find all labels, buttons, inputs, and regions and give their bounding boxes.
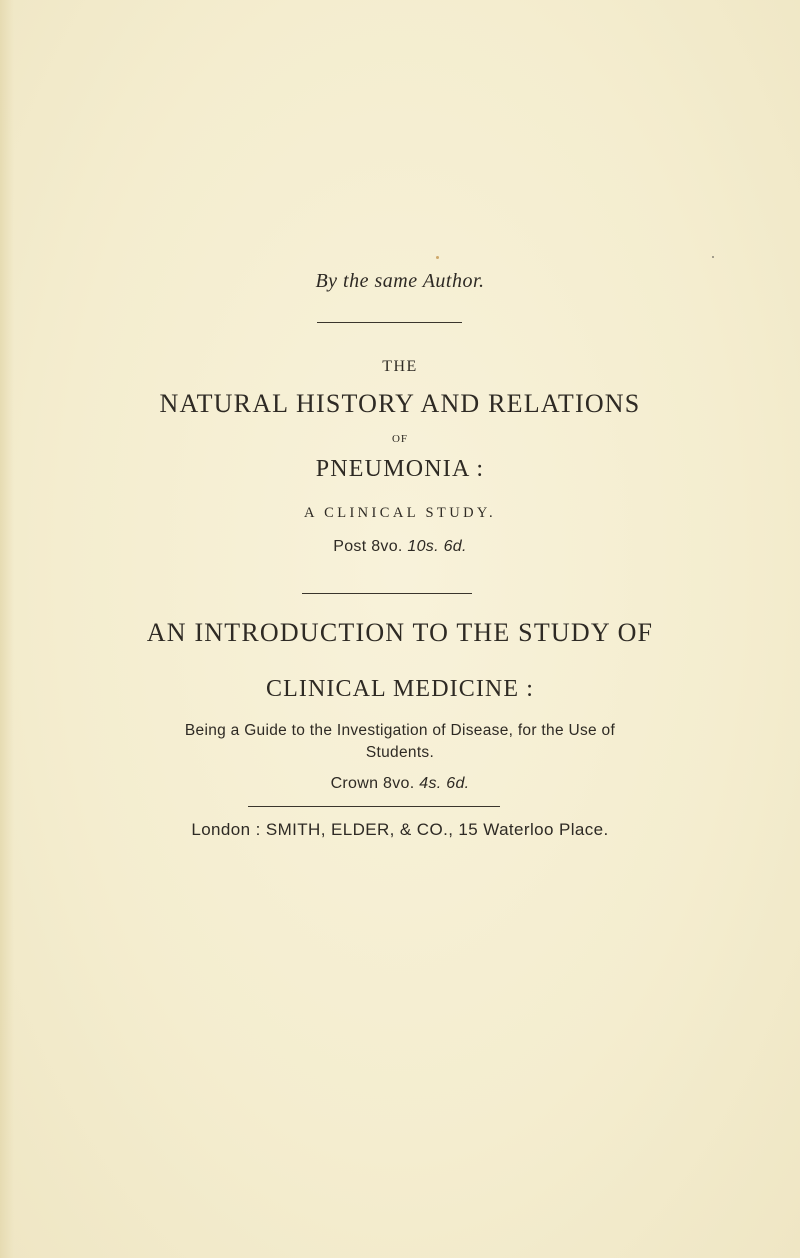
book1-price-line [0,538,800,556]
book1-price-pence: 6d. [443,538,467,555]
divider-rule [248,806,500,807]
book1-format: Post 8vo. [333,538,403,555]
book2-price-pence: 6d. [446,775,470,792]
book2-price-shillings: 4s. [419,775,442,792]
book1-subject: PNEUMONIA : [315,456,485,482]
publisher-imprint: London : SMITH, ELDER, & CO., 15 Waterloo Place. [191,820,609,839]
book2-title-line2: CLINICAL MEDICINE : [266,676,534,702]
paper-speck [436,256,439,259]
book1-title: NATURAL HISTORY AND RELATIONS [159,389,641,418]
book1-pre-title: THE [382,358,418,375]
book2-format: Crown 8vo. [330,775,415,792]
book1-of: OF [391,433,409,445]
divider-rule [302,593,472,594]
book2-price-line [0,775,800,793]
divider-rule [317,322,462,323]
byline: By the same Author. [315,270,485,292]
book1-subtitle: A CLINICAL STUDY. [304,505,496,521]
paper-speck [712,256,714,258]
book2-description-line1: Being a Guide to the Investigation of Disease, for the Use of [184,722,616,739]
book2-description-line2: Students. [365,744,435,761]
book2-title-line1: AN INTRODUCTION TO THE STUDY OF [146,618,654,647]
book1-price-shillings: 10s. [407,538,439,555]
